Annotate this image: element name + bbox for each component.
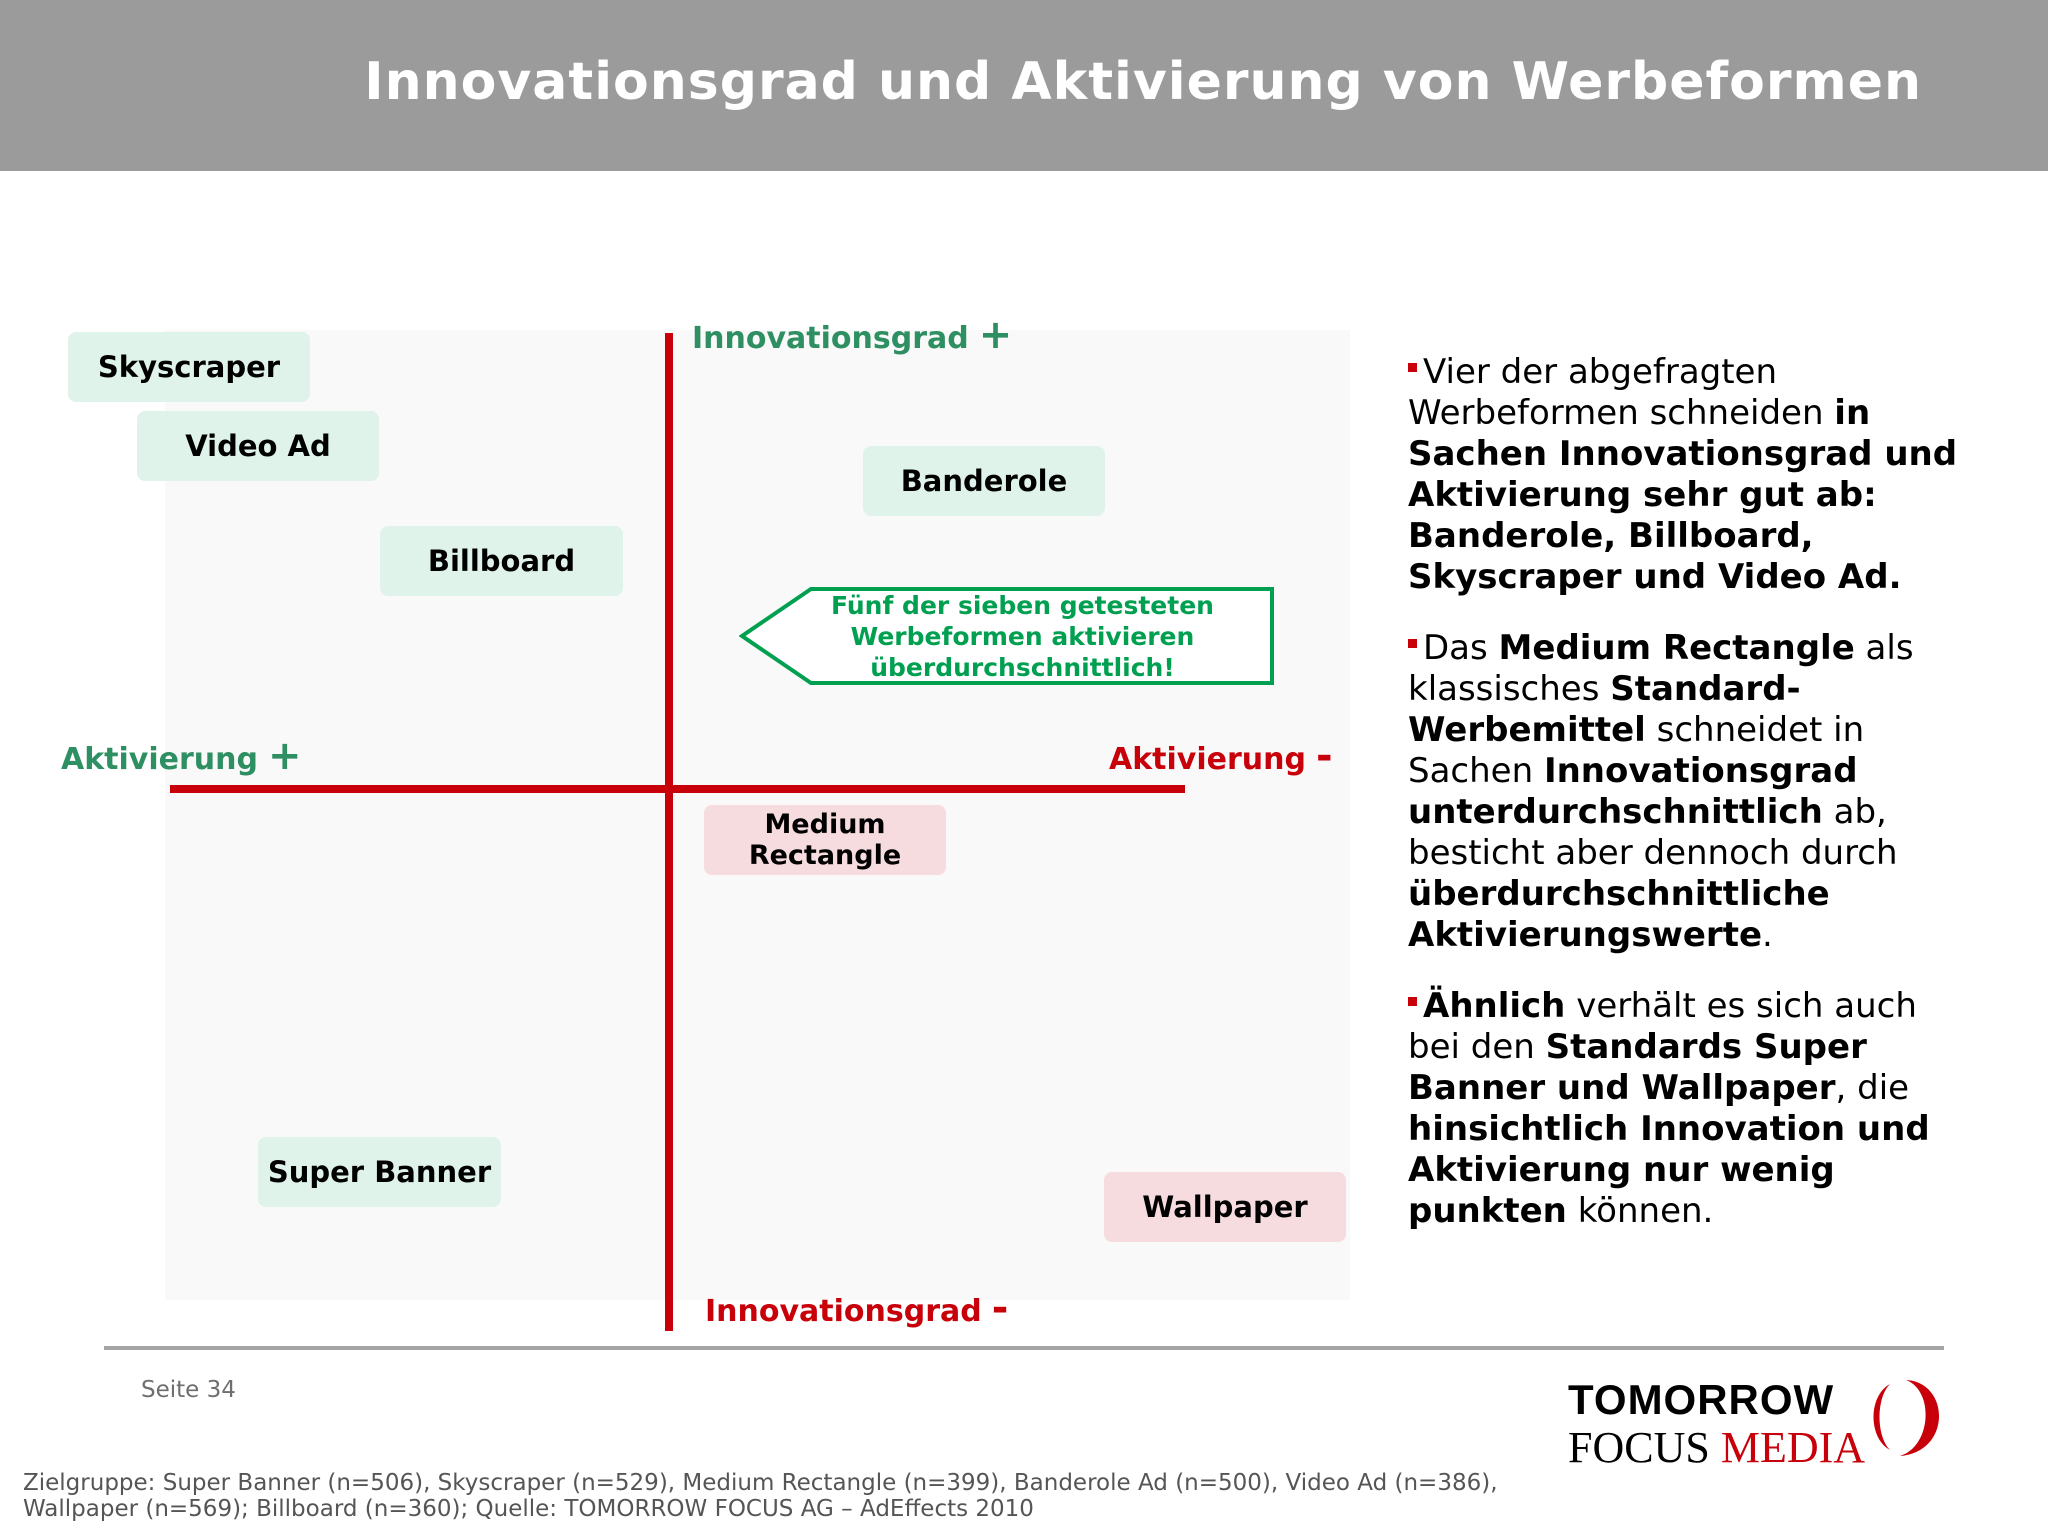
box-billboard: Billboard — [380, 526, 623, 596]
box-video-ad: Video Ad — [137, 411, 379, 481]
bullet-marker — [1408, 639, 1417, 648]
callout-line2: Werbeformen aktivieren — [850, 621, 1195, 651]
box-skyscraper: Skyscraper — [68, 332, 310, 402]
bullet-marker — [1408, 997, 1417, 1006]
axis-label-activation-plus: Aktivierung + — [61, 733, 302, 779]
axis-label-activation-minus: Aktivierung - — [1109, 733, 1333, 779]
logo-line1: TOMORROW — [1568, 1376, 1835, 1423]
axis-label-innovation-minus: Innovationsgrad - — [705, 1285, 1009, 1331]
box-medium-rectangle — [704, 805, 946, 875]
bullet-2: Das Medium Rectangle als klassisches Standard-Werbemittel schneidet in Sachen Innovationsgrad unterdurchschnittlich ab, besticht aber dennoch durch überdurchschnittliche Aktivierungswerte. — [1408, 628, 1914, 955]
bullet-marker — [1408, 363, 1417, 372]
header-bar — [0, 0, 2048, 171]
callout-line1: Fünf der sieben getesteten — [831, 590, 1214, 620]
bullet-1: Vier der abgefragten Werbeformen schneiden in Sachen Innovationsgrad und Aktivierung sehr gut ab: Banderole, Billboard, Skyscraper und Video Ad. — [1408, 352, 1958, 597]
medium-rectangle-line1: Medium — [764, 809, 886, 840]
footnote-line1: Zielgruppe: Super Banner (n=506), Skyscraper (n=529), Medium Rectangle (n=399), Banderole Ad (n=500), Video Ad (n=386), — [23, 1470, 1498, 1496]
callout-text — [800, 589, 1245, 683]
footer-divider — [104, 1346, 1944, 1350]
axis-label-innovation-plus: Innovationsgrad + — [692, 312, 1013, 358]
logo-ring-icon — [1860, 1372, 1950, 1462]
bullet-3: Ähnlich verhält es sich auch bei den Standards Super Banner und Wallpaper, die hinsichtlich Innovation und Aktivierung nur wenig punkten können. — [1408, 986, 1930, 1231]
activation-axis — [170, 785, 1185, 793]
box-banderole: Banderole — [863, 446, 1105, 516]
page-title: Innovationsgrad und Aktivierung von Werbeformen — [364, 52, 1922, 112]
medium-rectangle-line2: Rectangle — [748, 840, 902, 871]
page-number: Seite 34 — [141, 1377, 236, 1403]
box-super-banner: Super Banner — [258, 1137, 501, 1207]
footnote — [23, 1470, 1603, 1522]
tomorrow-focus-media-logo — [1568, 1372, 1948, 1472]
innovation-axis — [665, 333, 673, 1331]
callout-line3: überdurchschnittlich! — [870, 652, 1175, 682]
bullet-list — [1408, 352, 1968, 1262]
box-wallpaper: Wallpaper — [1104, 1172, 1346, 1242]
footnote-line2: Wallpaper (n=569); Billboard (n=360); Quelle: TOMORROW FOCUS AG – AdEffects 2010 — [23, 1496, 1034, 1522]
logo-line2: FOCUS MEDIA — [1568, 1423, 1866, 1472]
